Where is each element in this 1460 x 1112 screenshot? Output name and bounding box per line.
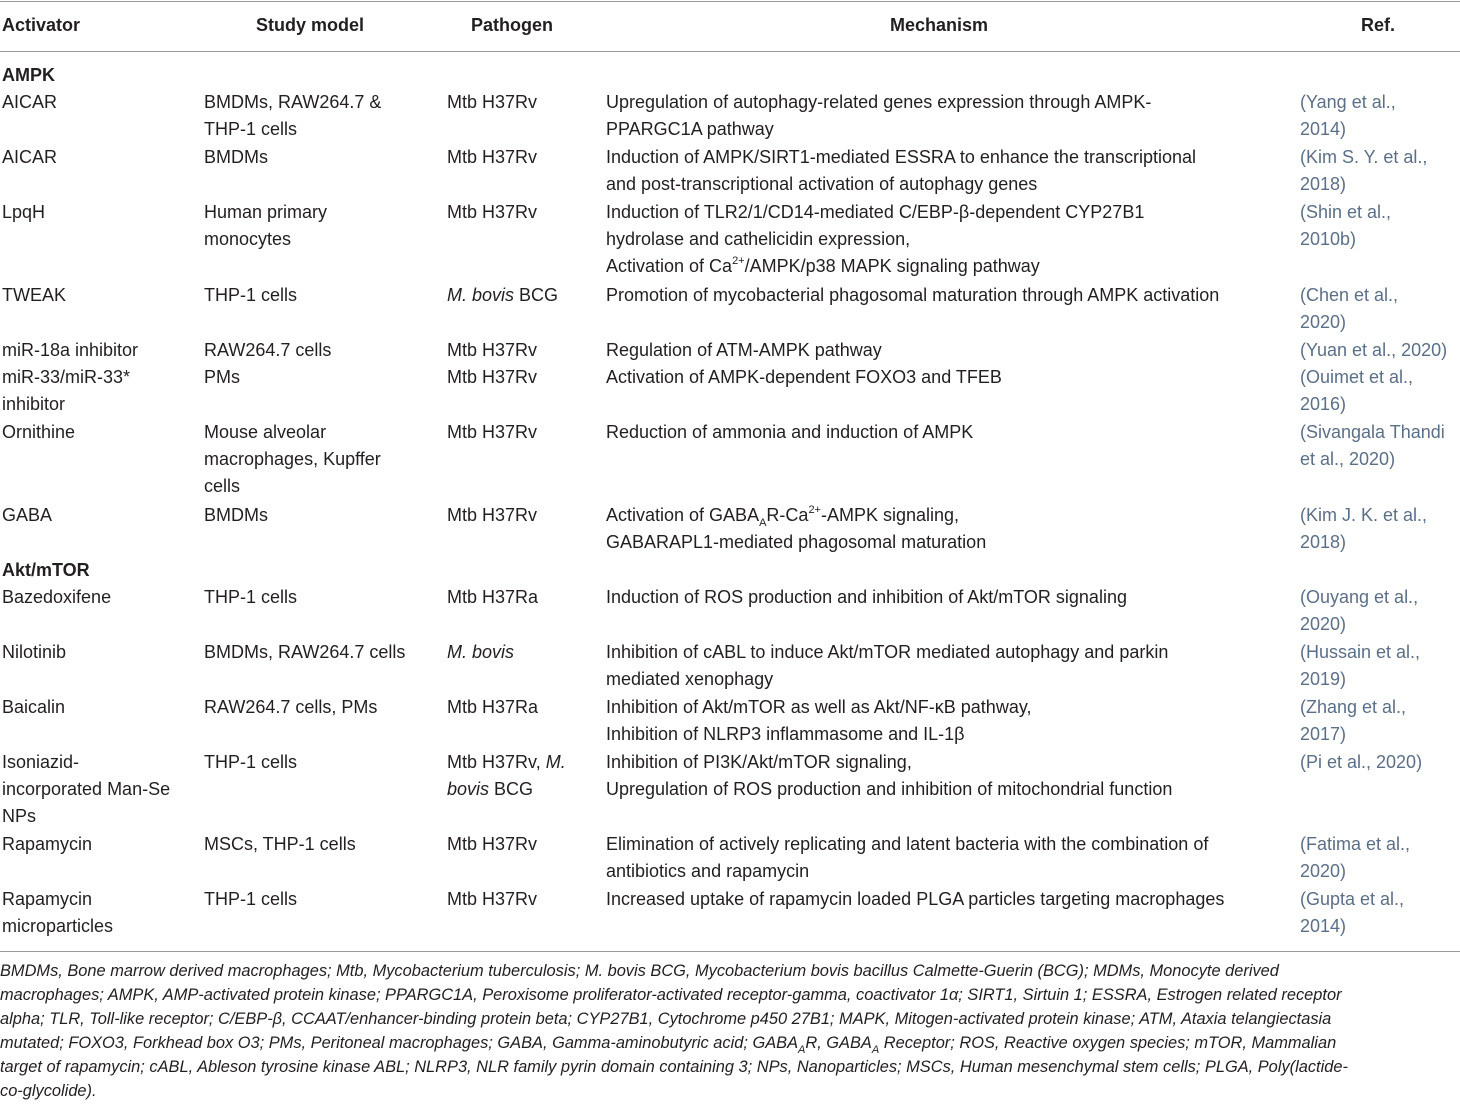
pathogen-cell: Mtb H37Rv <box>447 147 538 167</box>
activator-cell: TWEAK <box>2 285 67 305</box>
pathogen-cell: Mtb H37Rv <box>447 202 538 222</box>
reference-link[interactable]: (Yuan et al., 2020) <box>1300 340 1448 360</box>
mechanism-cell: Activation of AMPK-dependent FOXO3 and TFEB <box>606 367 1002 387</box>
mechanism-cell: and post-transcriptional activation of autophagy genes <box>606 174 1038 195</box>
section-heading-ampk: AMPK <box>2 65 55 85</box>
mechanism-cell: Induction of TLR2/1/CD14-mediated C/EBP-β-dependent CYP27B1 <box>606 202 1145 222</box>
reference-link[interactable]: (Pi et al., 2020) <box>1300 752 1423 772</box>
study-model-cell: Mouse alveolar <box>204 422 327 442</box>
table-bottom-rule <box>0 951 1460 952</box>
activator-cell: Rapamycin <box>2 834 93 854</box>
pathogen-cell: Mtb H37Rv <box>447 889 538 909</box>
activator-cell: miR-18a inhibitor <box>2 340 139 360</box>
pathogen-cell: bovis BCG <box>447 779 534 800</box>
study-model-cell: RAW264.7 cells <box>204 340 332 360</box>
mechanism-cell: Activation of $GABA_AR-Ca^{2+}$-AMPK signaling, <box>606 504 960 529</box>
footnote-line: alpha; TLR, Toll-like receptor; C/EBP-β, CCAAT/enhancer-binding protein beta; CYP27B1, Cytochrome p450 27B1; MAPK, Mitogen-activated protein kinase; ATM, Ataxia telangiectasia <box>0 1010 1332 1029</box>
mechanism-cell: Induction of AMPK/SIRT1-mediated ESSRA to enhance the transcriptional <box>606 147 1197 167</box>
study-model-cell: RAW264.7 cells, PMs <box>204 697 378 717</box>
reference-link[interactable]: (Chen et al., <box>1300 285 1399 305</box>
activator-cell: inhibitor <box>2 394 66 415</box>
footnote-line: mutated; FOXO3, Forkhead box O3; PMs, Peritoneal macrophages; GABA, Gamma-aminobutyric acid; $GABA_AR$, $GABA_A$ Receptor; ROS, Reactive oxygen species; mTOR, Mammalian <box>0 1034 1337 1056</box>
header-activator: Activator <box>2 15 81 35</box>
reference-link[interactable]: (Gupta et al., <box>1300 889 1405 909</box>
footnote-line: macrophages; AMPK, AMP-activated protein kinase; PPARGC1A, Peroxisome proliferator-activated receptor-gamma, coactivator 1α; SIRT1, Sirtuin 1; ESSRA, Estrogen related receptor <box>0 986 1342 1005</box>
activator-cell: Baicalin <box>2 697 66 717</box>
mechanism-cell: Upregulation of ROS production and inhibition of mitochondrial function <box>606 779 1173 800</box>
activator-cell: miR-33/miR-33* <box>2 367 131 387</box>
mechanism-cell: Inhibition of Akt/mTOR as well as Akt/NF-κB pathway, <box>606 697 1032 717</box>
mechanism-cell: Upregulation of autophagy-related genes expression through AMPK- <box>606 92 1152 112</box>
pathogen-cell: Mtb H37Ra <box>447 587 539 607</box>
pathogen-cell: Mtb H37Rv <box>447 505 538 525</box>
reference-link[interactable]: 2018) <box>1300 532 1347 553</box>
study-model-cell: monocytes <box>204 229 292 250</box>
table-footnote <box>0 959 1460 1104</box>
pathogen-cell: Mtb H37Rv, M. <box>447 752 566 772</box>
table-top-rule <box>0 1 1460 2</box>
study-model-cell: THP-1 cells <box>204 119 298 140</box>
footnote-line: target of rapamycin; cABL, Ableson tyrosine kinase ABL; NLRP3, NLR family pyrin domain containing 3; NPs, Nanoparticles; MSCs, Human mesenchymal stem cells; PLGA, Poly(lactide- <box>0 1058 1348 1077</box>
reference-link[interactable]: (Kim S. Y. et al., <box>1300 147 1428 167</box>
reference-link[interactable]: 2014) <box>1300 916 1347 937</box>
reference-link[interactable]: (Yang et al., <box>1300 92 1396 112</box>
pathogen-cell: Mtb H37Rv <box>447 92 538 112</box>
reference-link[interactable]: 2020) <box>1300 861 1347 882</box>
header-study-model: Study model <box>256 15 365 35</box>
reference-link[interactable]: (Shin et al., <box>1300 202 1392 222</box>
study-model-cell: THP-1 cells <box>204 752 298 772</box>
mechanism-cell: antibiotics and rapamycin <box>606 861 810 882</box>
mechanism-cell: Regulation of ATM-AMPK pathway <box>606 340 882 360</box>
mechanism-cell: Inhibition of PI3K/Akt/mTOR signaling, <box>606 752 912 772</box>
activator-cell: incorporated Man-Se <box>2 779 171 800</box>
reference-link[interactable]: 2010b) <box>1300 229 1357 250</box>
pathogen-cell: Mtb H37Rv <box>447 422 538 442</box>
activator-cell: Ornithine <box>2 422 76 442</box>
reference-link[interactable]: 2017) <box>1300 724 1347 745</box>
study-model-cell: PMs <box>204 367 240 387</box>
activator-cell: NPs <box>2 806 37 827</box>
mechanism-cell: hydrolase and cathelicidin expression, <box>606 229 911 250</box>
activator-cell: AICAR <box>2 147 58 167</box>
reference-link[interactable]: et al., 2020) <box>1300 449 1396 470</box>
footnote-line: co-glycolide). <box>0 1082 97 1101</box>
header-ref: Ref. <box>1361 15 1396 35</box>
header-mechanism: Mechanism <box>890 15 989 35</box>
mechanism-cell: Promotion of mycobacterial phagosomal maturation through AMPK activation <box>606 285 1220 305</box>
reference-link[interactable]: (Ouimet et al., <box>1300 367 1414 387</box>
study-model-cell: BMDMs, RAW264.7 cells <box>204 642 406 662</box>
activator-cell: Isoniazid- <box>2 752 80 772</box>
reference-link[interactable]: (Sivangala Thandi <box>1300 422 1445 442</box>
activator-cell: Nilotinib <box>2 642 67 662</box>
study-model-cell: BMDMs, RAW264.7 & <box>204 92 382 112</box>
reference-link[interactable]: (Zhang et al., <box>1300 697 1407 717</box>
mechanism-cell: PPARGC1A pathway <box>606 119 774 140</box>
study-model-cell: THP-1 cells <box>204 889 298 909</box>
activator-cell: LpqH <box>2 202 46 222</box>
pathogen-cell: Mtb H37Ra <box>447 697 539 717</box>
pathogen-cell: M. bovis <box>447 642 515 662</box>
reference-link[interactable]: (Ouyang et al., <box>1300 587 1419 607</box>
reference-link[interactable]: 2014) <box>1300 119 1347 140</box>
study-model-cell: THP-1 cells <box>204 587 298 607</box>
study-model-cell: MSCs, THP-1 cells <box>204 834 356 854</box>
mechanism-cell: Increased uptake of rapamycin loaded PLGA particles targeting macrophages <box>606 889 1225 909</box>
reference-link[interactable]: (Kim J. K. et al., <box>1300 505 1428 525</box>
mechanism-cell: Activation of $Ca^{2+}/AMPK/p38$ MAPK signaling pathway <box>606 255 1040 277</box>
mechanism-cell: Elimination of actively replicating and latent bacteria with the combination of <box>606 834 1209 854</box>
mechanism-cell: GABARAPL1-mediated phagosomal maturation <box>606 532 987 553</box>
mechanism-cell: mediated xenophagy <box>606 669 774 690</box>
study-model-cell: Human primary <box>204 202 328 222</box>
section-heading-akt-mtor: Akt/mTOR <box>2 560 90 580</box>
footnote-line: BMDMs, Bone marrow derived macrophages; Mtb, Mycobacterium tuberculosis; M. bovis BCG, Mycobacterium bovis bacillus Calmette-Guerin (BCG); MDMs, Monocyte derived <box>0 962 1279 980</box>
reference-link[interactable]: 2020) <box>1300 614 1347 635</box>
reference-link[interactable]: 2019) <box>1300 669 1347 690</box>
pathogen-cell: M. bovis BCG <box>447 285 559 305</box>
activator-cell: microparticles <box>2 916 114 937</box>
reference-link[interactable]: 2020) <box>1300 312 1347 333</box>
reference-link[interactable]: 2018) <box>1300 174 1347 195</box>
activator-cell: Rapamycin <box>2 889 93 909</box>
study-model-cell: BMDMs <box>204 505 268 525</box>
study-model-cell: THP-1 cells <box>204 285 298 305</box>
mechanism-cell: Induction of ROS production and inhibition of Akt/mTOR signaling <box>606 587 1127 607</box>
activator-cell: Bazedoxifene <box>2 587 112 607</box>
mechanism-cell: Inhibition of cABL to induce Akt/mTOR mediated autophagy and parkin <box>606 642 1169 662</box>
header-pathogen: Pathogen <box>471 15 554 35</box>
header-bottom-rule <box>0 51 1460 52</box>
mechanism-cell: Reduction of ammonia and induction of AMPK <box>606 422 974 442</box>
reference-link[interactable]: 2016) <box>1300 394 1347 415</box>
pathogen-cell: Mtb H37Rv <box>447 834 538 854</box>
activator-cell: AICAR <box>2 92 58 112</box>
study-model-cell: cells <box>204 476 241 497</box>
study-model-cell: BMDMs <box>204 147 268 167</box>
pathogen-cell: Mtb H37Rv <box>447 367 538 387</box>
reference-link[interactable]: (Hussain et al., <box>1300 642 1421 662</box>
pathogen-cell: Mtb H37Rv <box>447 340 538 360</box>
reference-link[interactable]: (Fatima et al., <box>1300 834 1411 854</box>
activator-cell: GABA <box>2 505 53 525</box>
study-model-cell: macrophages, Kupffer <box>204 449 381 470</box>
mechanism-cell: Inhibition of NLRP3 inflammasome and IL-1β <box>606 724 965 745</box>
